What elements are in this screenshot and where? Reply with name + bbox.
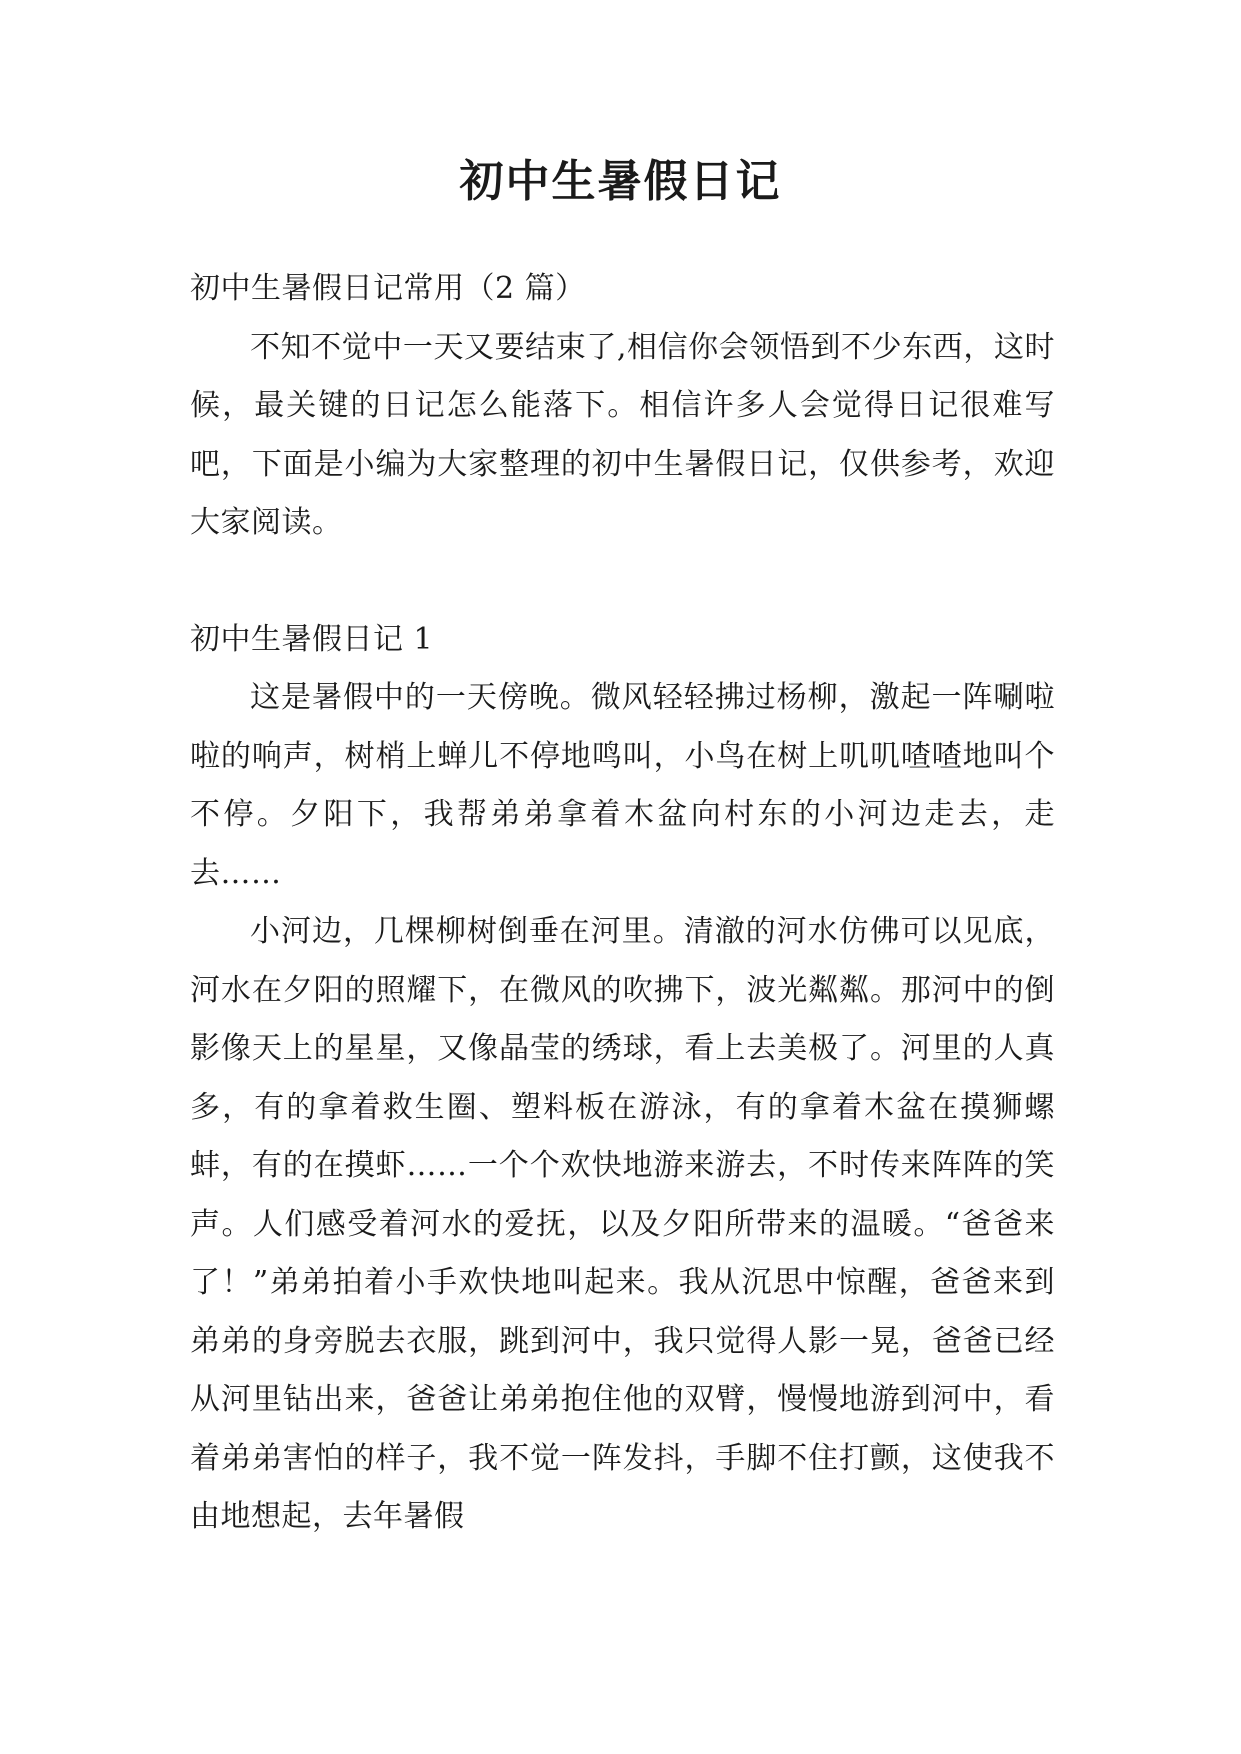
section-1-paragraph-2: 小河边，几棵柳树倒垂在河里。清澈的河水仿佛可以见底，河水在夕阳的照耀下，在微风的吹拂下，波光粼粼。那河中的倒影像天上的星星，又像晶莹的绣球，看上去美极了。河里的人真多，有的拿着救生圈、塑料板在游泳，有的拿着木盆在摸狮螺蚌，有的在摸虾……一个个欢快地游来游去，不时传来阵阵的笑声。人们感受着河水的爱抚，以及夕阳所带来的温暖。“爸爸来了！”弟弟拍着小手欢快地叫起来。我从沉思中惊醒，爸爸来到弟弟的身旁脱去衣服，跳到河中，我只觉得人影一晃，爸爸已经从河里钻出来，爸爸让弟弟抱住他的双臂，慢慢地游到河中，看着弟弟害怕的样子，我不觉一阵发抖，手脚不住打颤，这使我不由地想起，去年暑假 [190,914,1055,1534]
section-1-paragraph-1: 这是暑假中的一天傍晚。微风轻轻拂过杨柳，激起一阵唰啦啦的响声，树梢上蝉儿不停地鸣叫，小鸟在树上叽叽喳喳地叫个不停。夕阳下，我帮弟弟拿着木盆向村东的小河边走去，走去…… [190,680,1055,891]
document-body [190,260,1055,1547]
document-title: 初中生暑假日记 [459,156,782,207]
document-subtitle: 初中生暑假日记常用（2 篇） [190,271,586,306]
section-1-heading: 初中生暑假日记 1 [190,621,434,657]
section-spacer [190,553,1055,611]
intro-paragraph: 不知不觉中一天又要结束了,相信你会领悟到不少东西，这时候，最关键的日记怎么能落下。相信许多人会觉得日记很难写吧，下面是小编为大家整理的初中生暑假日记，仅供参考，欢迎大家阅读。 [190,329,1055,540]
